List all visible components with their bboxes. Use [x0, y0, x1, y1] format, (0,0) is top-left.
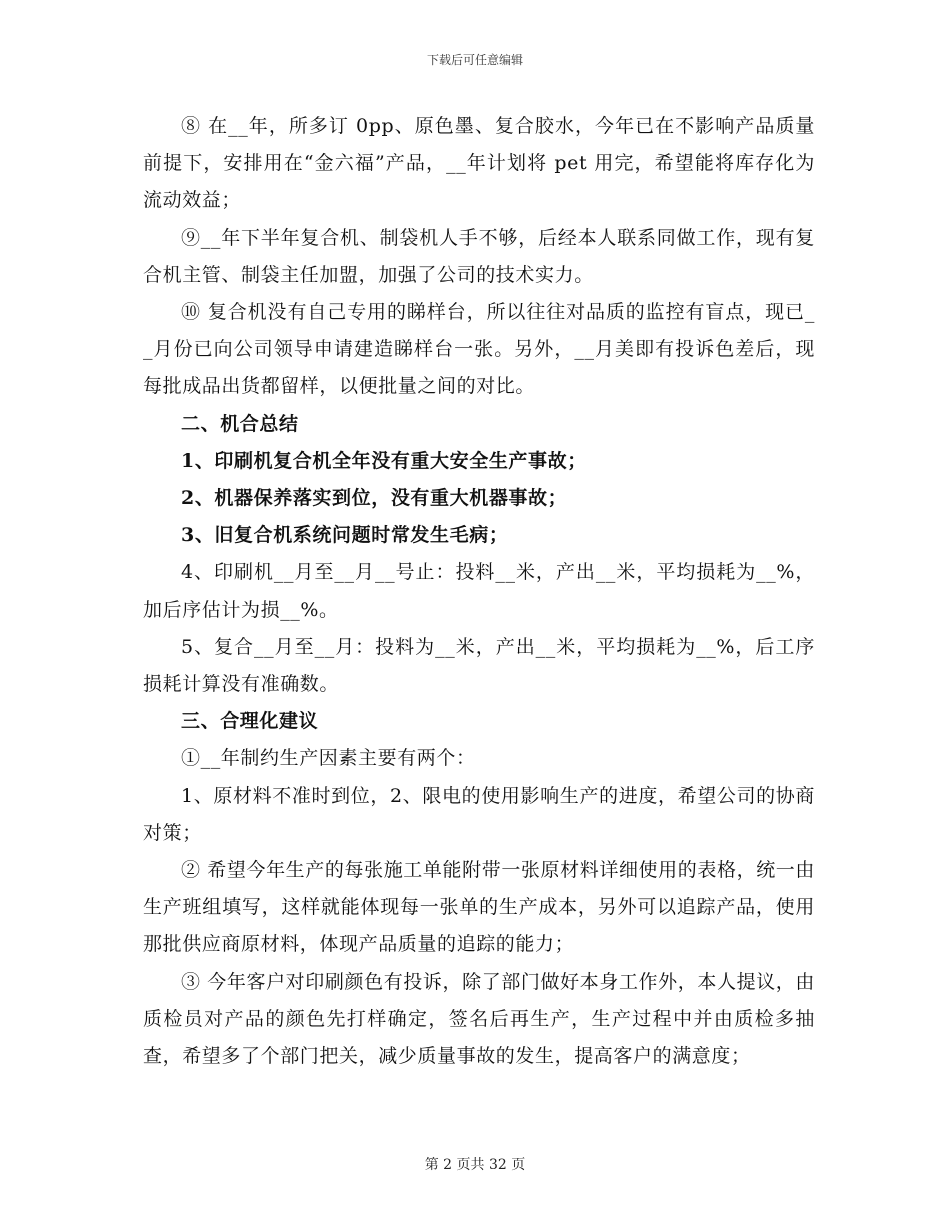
suggestion-1-detail: 1、原材料不准时到位，2、限电的使用影响生产的进度，希望公司的协商对策；	[143, 784, 815, 844]
page-footer: 第 2 页共 32 页	[424, 1157, 526, 1173]
paragraph-10: ⑩ 复合机没有自己专用的睇样台，所以往往对品质的监控有盲点，现已__月份已向公司领导申请建造睇样台一张。另外，__月美即有投诉色差后，现每批成品出货都留样，以便批量之间的对比。	[143, 301, 815, 398]
paragraph-9: ⑨__年下半年复合机、制袋机人手不够，后经本人联系同做工作，现有复合机主管、制袋主任加盟，加强了公司的技术实力。	[143, 226, 815, 286]
paragraph-8: ⑧ 在__年，所多订 0pp、原色墨、复合胶水，今年已在不影响产品质量前提下，安排用在“金六福”产品，__年计划将 pet 用完，希望能将库存化为流动效益；	[143, 115, 815, 212]
summary-item-2: 2、机器保养落实到位，没有重大机器事故；	[181, 487, 568, 510]
suggestion-3: ③ 今年客户对印刷颜色有投诉，除了部门做好本身工作外，本人提议，由质检员对产品的颜色先打样确定，签名后再生产，生产过程中并由质检多抽查，希望多了个部门把关，减少质量事故的发生，提高客户的满意度；	[143, 970, 815, 1068]
summary-item-1: 1、印刷机复合机全年没有重大安全生产事故；	[181, 449, 587, 472]
document-body	[143, 108, 815, 1075]
section-heading-2: 二、机合总结	[181, 412, 299, 435]
section-heading-3: 三、合理化建议	[181, 710, 319, 733]
suggestion-1: ①__年制约生产因素主要有两个：	[181, 747, 476, 770]
summary-item-3: 3、旧复合机系统问题时常发生毛病；	[181, 524, 509, 547]
page-header: 下载后可任意编辑	[426, 53, 523, 67]
summary-item-4: 4、印刷机__月至__月__号止：投料__米，产出__米，平均损耗为__%，加后序估计为损__%。	[143, 561, 815, 621]
suggestion-2: ② 希望今年生产的每张施工单能附带一张原材料详细使用的表格，统一由生产班组填写，这样就能体现每一张单的生产成本，另外可以追踪产品，使用那批供应商原材料，体现产品质量的追踪的能力；	[143, 859, 815, 956]
summary-item-5: 5、复合__月至__月：投料为__米，产出__米，平均损耗为__%，后工序损耗计算没有准确数。	[143, 635, 815, 696]
